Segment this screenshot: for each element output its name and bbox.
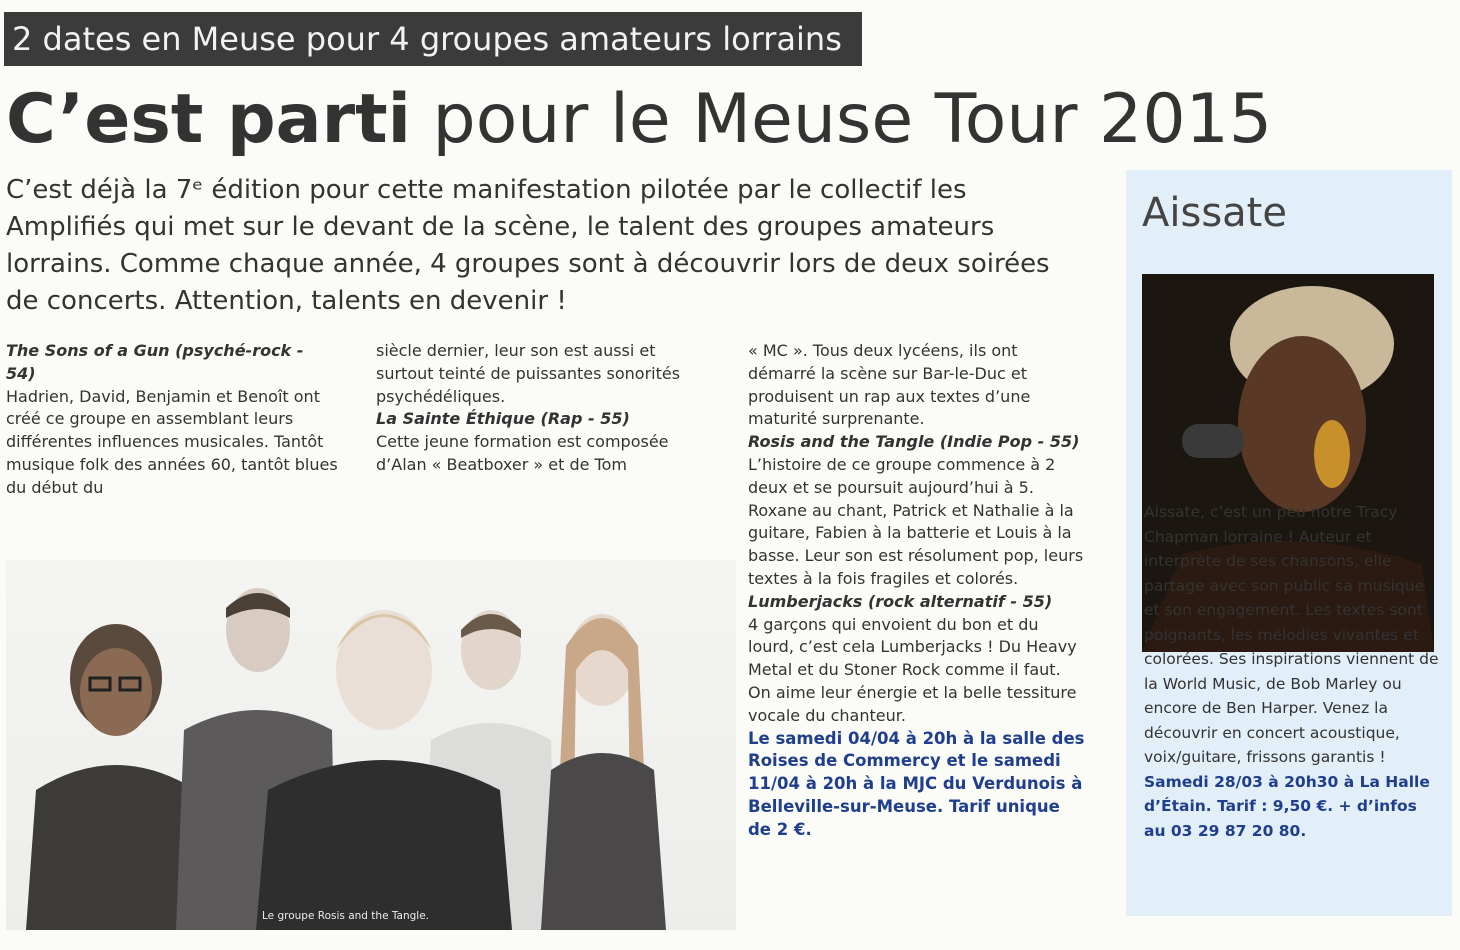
band-heading-sainte-ethique: La Sainte Éthique (Rap - 55) xyxy=(376,409,630,429)
lead-paragraph: C’est déjà la 7ᵉ édition pour cette manifestation pilotée par le collectif les Amplifiés qui met sur le devant de la scène, le talent des groupes amateurs lorrains. Comme chaque année, 4 groupes sont à découvrir lors de deux soirées de concerts. Attention, talents en devenir ! xyxy=(6,175,1050,316)
band-photo-illustration xyxy=(6,560,736,930)
band-text-sainte-ethique: Cette jeune formation est composée d’Alan « Beatboxer » et de Tom xyxy=(376,432,669,474)
concert-dates: Le samedi 04/04 à 20h à la salle des Roises de Commercy et le samedi 11/04 à 20h à la MJC du Verdunois à Belleville-sur-Meuse. Tarif unique de 2 €. xyxy=(748,728,1085,839)
article-column-2 xyxy=(376,340,716,477)
sidebar-body: Aissate, c’est un peu notre Tracy Chapman lorraine ! Auteur et interprète de ses chansons, elle partage avec son public sa musique et son engagement. Les textes sont poignants, les mélodies vivantes et colorées. Ses inspirations viennent de la World Music, de Bob Marley ou encore de Ben Harper. Venez la découvrir en concert acoustique, voix/guitare, frissons garantis ! xyxy=(1144,503,1439,766)
sidebar-title: Aissate xyxy=(1142,190,1287,236)
band-heading-lumberjacks: Lumberjacks (rock alternatif - 55) xyxy=(748,591,1053,611)
band-text-rosis-tangle: L’histoire de ce groupe commence à 2 deux et se poursuit aujourd’hui à 5. Roxane au chant, Patrick et Nathalie à la guitare, Fabien à la batterie et Louis à la basse. Leur son est résolument pop, leurs textes à la fois fragiles et colorés. xyxy=(748,454,1084,588)
band-photo xyxy=(6,560,736,930)
band-text-sons-of-a-gun: Hadrien, David, Benjamin et Benoît ont créé ce groupe en assemblant leurs différentes influences musicales. Tantôt musique folk des années 60, tantôt blues du début du xyxy=(6,386,338,497)
headline-bold: C’est parti xyxy=(6,80,411,159)
kicker-text: 2 dates en Meuse pour 4 groupes amateurs lorrains xyxy=(12,20,842,58)
band-heading-sons-of-a-gun: The Sons of a Gun (psyché-rock - 54) xyxy=(6,341,304,383)
band-text-sons-of-a-gun-continued: siècle dernier, leur son est aussi et surtout teinté de puissantes sonorités psychédéliques. xyxy=(376,341,681,406)
sidebar-box xyxy=(1126,170,1452,916)
band-text-sainte-ethique-continued: « MC ». Tous deux lycéens, ils ont démarré la scène sur Bar-le-Duc et produisent un rap aux textes d’une maturité surprenante. xyxy=(748,341,1031,429)
photo-caption: Le groupe Rosis and the Tangle. xyxy=(262,910,430,922)
article-column-1 xyxy=(6,340,338,500)
sidebar-text-block xyxy=(1144,500,1440,843)
headline xyxy=(6,70,1446,170)
kicker-banner xyxy=(4,12,862,66)
band-text-lumberjacks: 4 garçons qui envoient du bon et du lourd, c’est cela Lumberjacks ! Du Heavy Metal et du Stoner Rock comme il faut. On aime leur énergie et la belle tessiture vocale du chanteur. xyxy=(748,614,1077,725)
article-column-3 xyxy=(748,340,1086,842)
sidebar-dates: Samedi 28/03 à 20h30 à La Halle d’Étain. Tarif : 9,50 €. + d’infos au 03 29 87 20 80. xyxy=(1144,772,1430,840)
headline-regular: pour le Meuse Tour 2015 xyxy=(410,80,1273,159)
band-heading-rosis-tangle: Rosis and the Tangle (Indie Pop - 55) xyxy=(748,432,1080,452)
